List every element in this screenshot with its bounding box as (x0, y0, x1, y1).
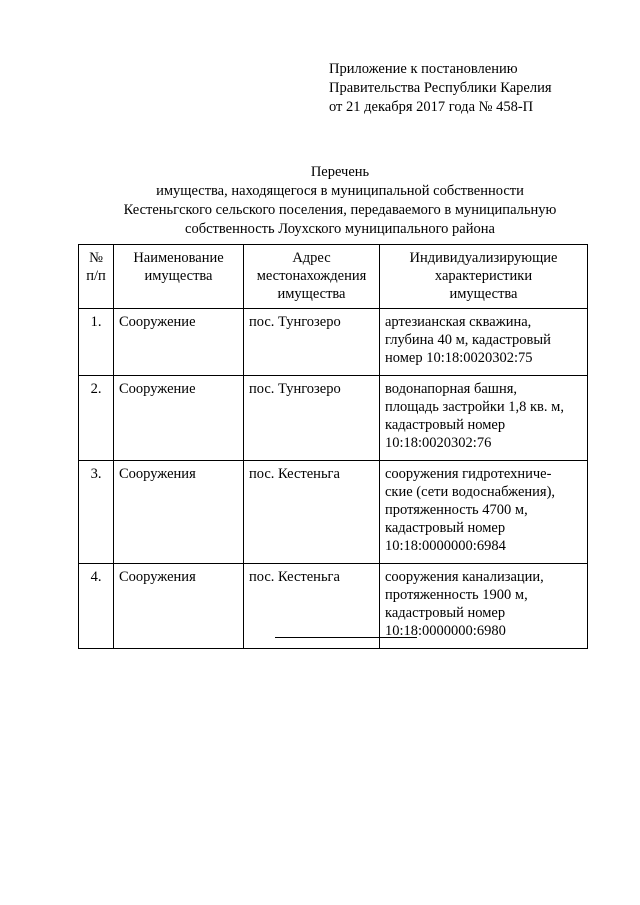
row-address: пос. Кестеньга (244, 461, 380, 564)
title-line-4: собственность Лоухского муниципального района (185, 221, 495, 237)
row-number: 4. (79, 564, 114, 649)
appendix-line-2: Правительства Республики Карелия (329, 80, 552, 96)
header-characteristics: Индивидуализирующие характеристики имущества (380, 245, 588, 309)
row-number: 2. (79, 376, 114, 461)
title-line-3: Кестеньгского сельского поселения, передаваемого в муниципальную (123, 202, 557, 218)
row-address: пос. Кестеньга (244, 564, 380, 649)
row-number: 1. (79, 309, 114, 376)
row-characteristics: сооружения канализации, протяженность 1900 м, кадастровый номер 10:18:0000000:6980 (380, 564, 588, 649)
row-number: 3. (79, 461, 114, 564)
table-row (79, 461, 588, 564)
row-characteristics: водонапорная башня, площадь застройки 1,8 кв. м, кадастровый номер 10:18:0020302:76 (380, 376, 588, 461)
title-line-2: имущества, находящегося в муниципальной собственности (156, 183, 524, 199)
end-divider (275, 637, 417, 638)
property-table (78, 244, 588, 649)
header-name: Наименование имущества (114, 245, 244, 309)
header-number: № п/п (79, 245, 114, 309)
appendix-line-3: от 21 декабря 2017 года № 458-П (329, 99, 534, 115)
table-row (79, 564, 588, 649)
row-name: Сооружения (114, 461, 244, 564)
row-name: Сооружение (114, 376, 244, 461)
row-characteristics: сооружения гидротехниче- ские (сети водоснабжения), протяженность 4700 м, кадастровый номер 10:18:0000000:6984 (380, 461, 588, 564)
title-line-1: Перечень (310, 164, 370, 180)
row-name: Сооружение (114, 309, 244, 376)
row-characteristics: артезианская скважина, глубина 40 м, кадастровый номер 10:18:0020302:75 (380, 309, 588, 376)
row-address: пос. Тунгозеро (244, 376, 380, 461)
row-name: Сооружения (114, 564, 244, 649)
table-row (79, 309, 588, 376)
appendix-reference (329, 60, 552, 117)
header-address: Адрес местонахождения имущества (244, 245, 380, 309)
row-address: пос. Тунгозеро (244, 309, 380, 376)
table-row (79, 376, 588, 461)
table-header-row (79, 245, 588, 309)
appendix-line-1: Приложение к постановлению (329, 61, 518, 77)
document-title (0, 163, 640, 239)
